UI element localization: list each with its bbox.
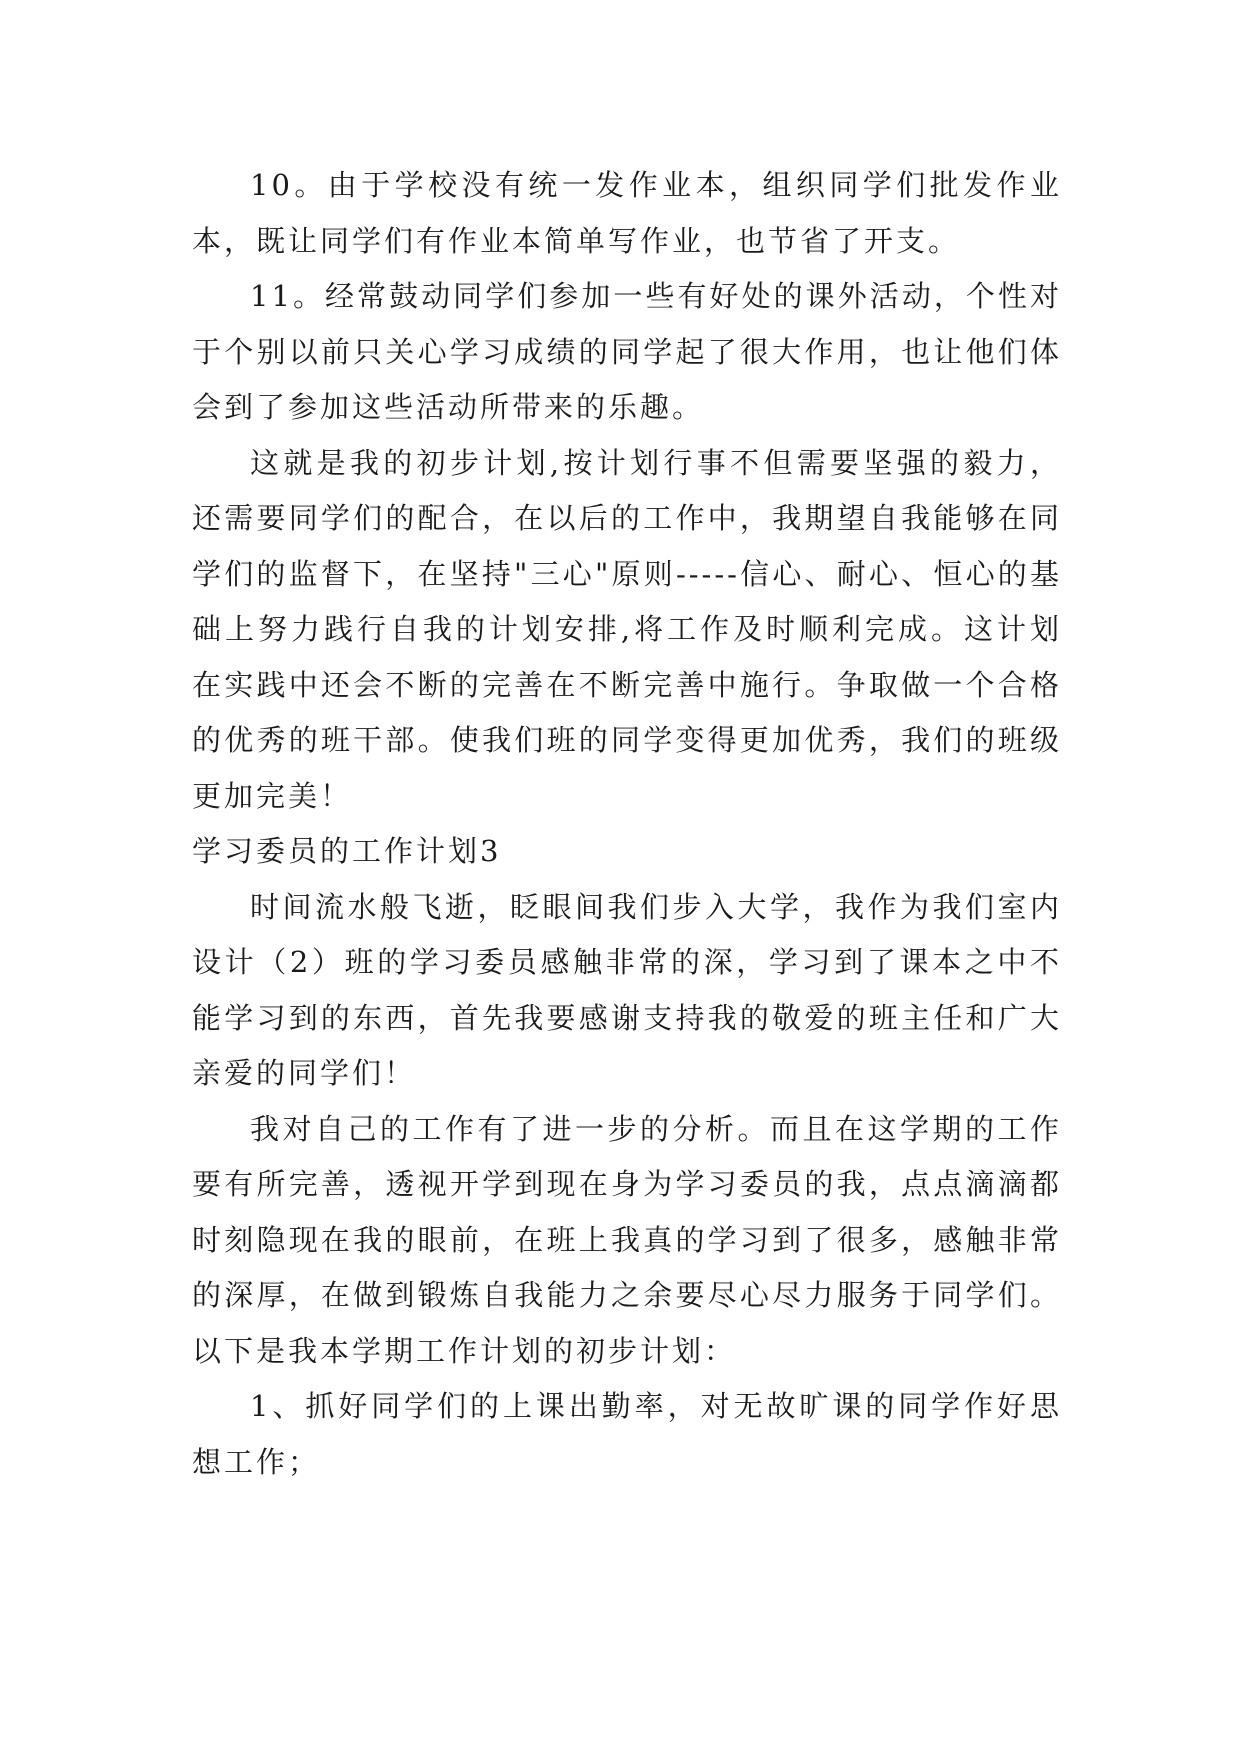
paragraph-item-10: 10。由于学校没有统一发作业本，组织同学们批发作业本，既让同学们有作业本简单写作业，也节省了开支。: [192, 168, 1062, 258]
paragraph-intro: 时间流水般飞逝，眨眼间我们步入大学，我作为我们室内设计（2）班的学习委员感触非常的深，学习到了课本之中不能学习到的东西，首先我要感谢支持我的敬爱的班主任和广大亲爱的同学们！: [192, 889, 1062, 1090]
document-body: [192, 158, 1062, 1490]
paragraph-analysis: 我对自己的工作有了进一步的分析。而且在这学期的工作要有所完善，透视开学到现在身为学习委员的我，点点滴滴都时刻隐现在我的眼前，在班上我真的学习到了很多，感触非常的深厚，在做到锻炼自我能力之余要尽心尽力服务于同学们。以下是我本学期工作计划的初步计划：: [192, 1111, 1062, 1368]
section-heading: 学习委员的工作计划3: [192, 834, 502, 868]
paragraph-item-11: 11。经常鼓动同学们参加一些有好处的课外活动，个性对于个别以前只关心学习成绩的同学起了很大作用，也让他们体会到了参加这些活动所带来的乐趣。: [192, 279, 1062, 424]
paragraph-item-1: 1、抓好同学们的上课出勤率，对无故旷课的同学作好思想工作；: [192, 1389, 1062, 1479]
paragraph-conclusion: 这就是我的初步计划,按计划行事不但需要坚强的毅力，还需要同学们的配合，在以后的工作中，我期望自我能够在同学们的监督下，在坚持"三心"原则-----信心、耐心、恒心的基础上努力践行自我的计划安排,将工作及时顺利完成。这计划在实践中还会不断的完善在不断完善中施行。争取做一个合格的优秀的班干部。使我们班的同学变得更加优秀，我们的班级更加完美！: [192, 445, 1062, 813]
